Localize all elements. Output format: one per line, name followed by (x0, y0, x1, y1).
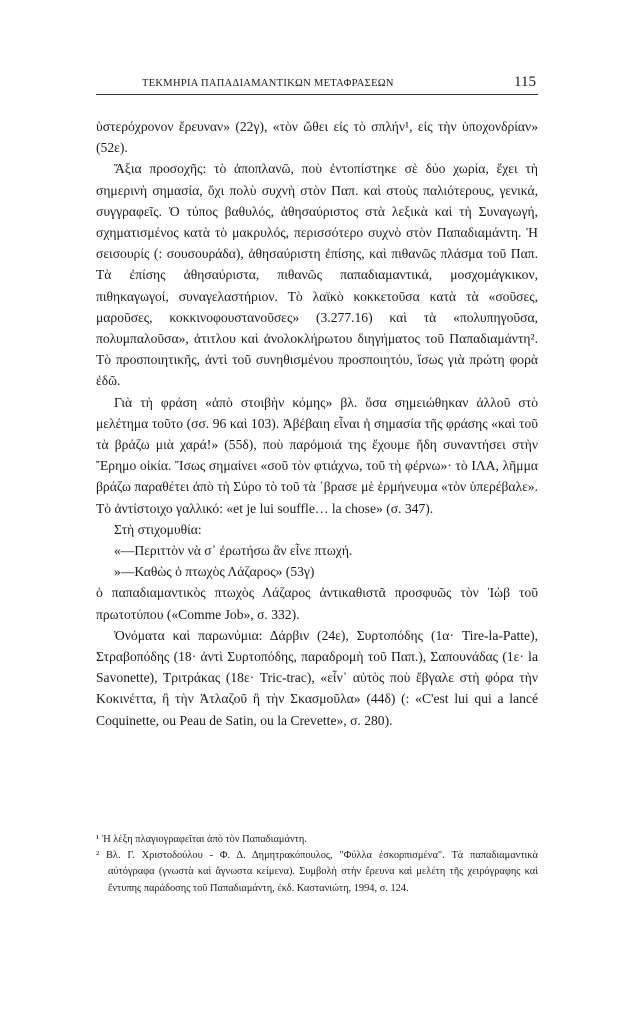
paragraph-noteworthy: Ἄξια προσοχῆς: τὸ ἀποπλανῶ, ποὺ ἐντοπίστηκε σὲ δύο χωρία, ἔχει τὴ σημερινὴ σημασία, ὄχι πολὺ συχνὴ στὸν Παπ. καὶ στοὺς παλιότερους, γενικά, συγγραφεῖς. Ὁ τύπος βαθυλός, ἀθησαύριστος στὰ λεξικὰ καὶ τὴ Συναγωγή, σχηματισμένος κατὰ τὸ μακρυλός, περισσότερο συχνὸ στὸν Παπαδιαμάντη. Ἡ σεισουρίς (: σουσουράδα), ἀθησαύριστη ἐπίσης, καὶ πιθανῶς πλάσμα τοῦ Παπ. Τὰ ἐπίσης ἀθησαύριστα, πιθανῶς παπαδιαμαντικά, μοσχομάγκικον, πιθηκαγωγοί, συναγελαστήριον. Τὸ λαϊκὸ κοκκετοῦσα κατὰ τὰ «σοῦσες, μαροῦσες, κοκκινοφουστανοῦσες» (3.277.16) καὶ τὰ «πολυπηγοῦσα, πολυμπαλοῦσα», ἀτιτλου καὶ ἀνολοκλήρωτου διηγήματος τοῦ Παπαδιαμάντη². Τὸ προσποιητικῆς, ἀντὶ τοῦ συνηθισμένου προσποιητόυ, ἴσως γιὰ πρώτη φορὰ ἐδῶ. (96, 161, 538, 389)
page-header (96, 74, 538, 95)
footnote-1: ¹ Ἡ λέξη πλαγιογραφεῖται ἀπὸ τὸν Παπαδιαμάντη. (96, 834, 307, 845)
paragraph-continuation: ὑστερόχρονον ἔρευναν» (22γ), «τὸν ὤθει εἰς τὸ σπλήν¹, εἰς τὴν ὑποχονδρίαν» (52ε). (96, 119, 538, 156)
body-text (96, 116, 538, 731)
dialogue-line-1: «—Περιττὸν νὰ σ᾽ ἐρωτήσω ἂν εἶνε πτωχή. (114, 543, 353, 559)
paragraph-phrase: Γιὰ τὴ φράση «ἀπὸ στοιβὴν κόμης» βλ. ὅσα σημειώθηκαν ἀλλοῦ στὸ μελέτημα τοῦτο (σσ. 96 καὶ 103). Ἀβέβαιη εἶναι ἡ σημασία τῆς φράσης «καὶ τοῦ τὰ βράζω μιὰ χαρά!» (55δ), ποὺ παρόμοιά της ἔχουμε ἤδη συναντήσει στὴν Ἔρημο οἰκία. Ἴσως σημαίνει «σοῦ τὸν φτιάχνω, τοῦ τὴ φέρνω»· τὸ ΙΛΑ, λῆμμα βράζω παραθέτει ἀπὸ τὴ Σύρο τὸ τοῦ τὰ ᾽βρασε μὲ ἑρμήνευμα «τὸν ὑπερέβαλε». Τὸ ἀντίστοιχο γαλλικό: «et je lui souffle… la chose» (σ. 347). (96, 394, 538, 516)
footnotes (96, 832, 538, 897)
footnote-2: ² Βλ. Γ. Χριστοδούλου - Φ. Δ. Δημητρακόπουλος, "Φύλλα ἐσκορπισμένα". Τὰ παπαδιαμαντικὰ αὐτόγραφα (γνωστὰ καὶ ἄγνωστα κείμενα). Συμβολὴ στὴν ἔρευνα καὶ μελέτη τῆς χειρόγραφης καὶ ἔντυπης παράδοσης τοῦ Παπαδιαμάντη, ἐκδ. Καστανιώτη, 1994, σ. 124. (96, 850, 538, 894)
running-head: ΤΕΚΜΗΡΙΑ ΠΑΠΑΔΙΑΜΑΝΤΙΚΩΝ ΜΕΤΑΦΡΑΣΕΩΝ (142, 78, 394, 89)
paragraph-names: Ὀνόματα καὶ παρωνύμια: Δάρβιν (24ε), Συρτοπόδης (1α· Tire-la-Patte), Στραβοπόδης (18· ἀντὶ Συρτοπόδης, παραδρομὴ τοῦ Παπ.), Σαπουνάδας (1ε· la Savonette), Τριτράκας (18ε· Tric-trac), «εἶν᾽ αὐτὸς ποὺ ἔβγαλε στὴ φόρα τὴν Κοκινέττα, ἢ τὴν Ἀτλαζοῦ ἢ τὴν Σκασμοῦλα» (44δ) (: «C'est lui qui a lancé Coquinette, ou Peau de Satin, ou la Crevette», σ. 280). (96, 627, 538, 728)
paragraph-lazarus: ὁ παπαδιαμαντικὸς πτωχὸς Λάζαρος ἀντικαθιστᾶ προσφυῶς τὸν Ἰὼβ τοῦ πρωτοτύπου («Comme Job», σ. 332). (96, 585, 538, 622)
paragraph-dialogue-intro: Στὴ στιχομυθία: (114, 521, 202, 537)
dialogue-line-2: »—Καθὼς ὁ πτωχὸς Λάζαρος» (53γ) (114, 564, 315, 580)
page-number: 115 (514, 74, 536, 90)
